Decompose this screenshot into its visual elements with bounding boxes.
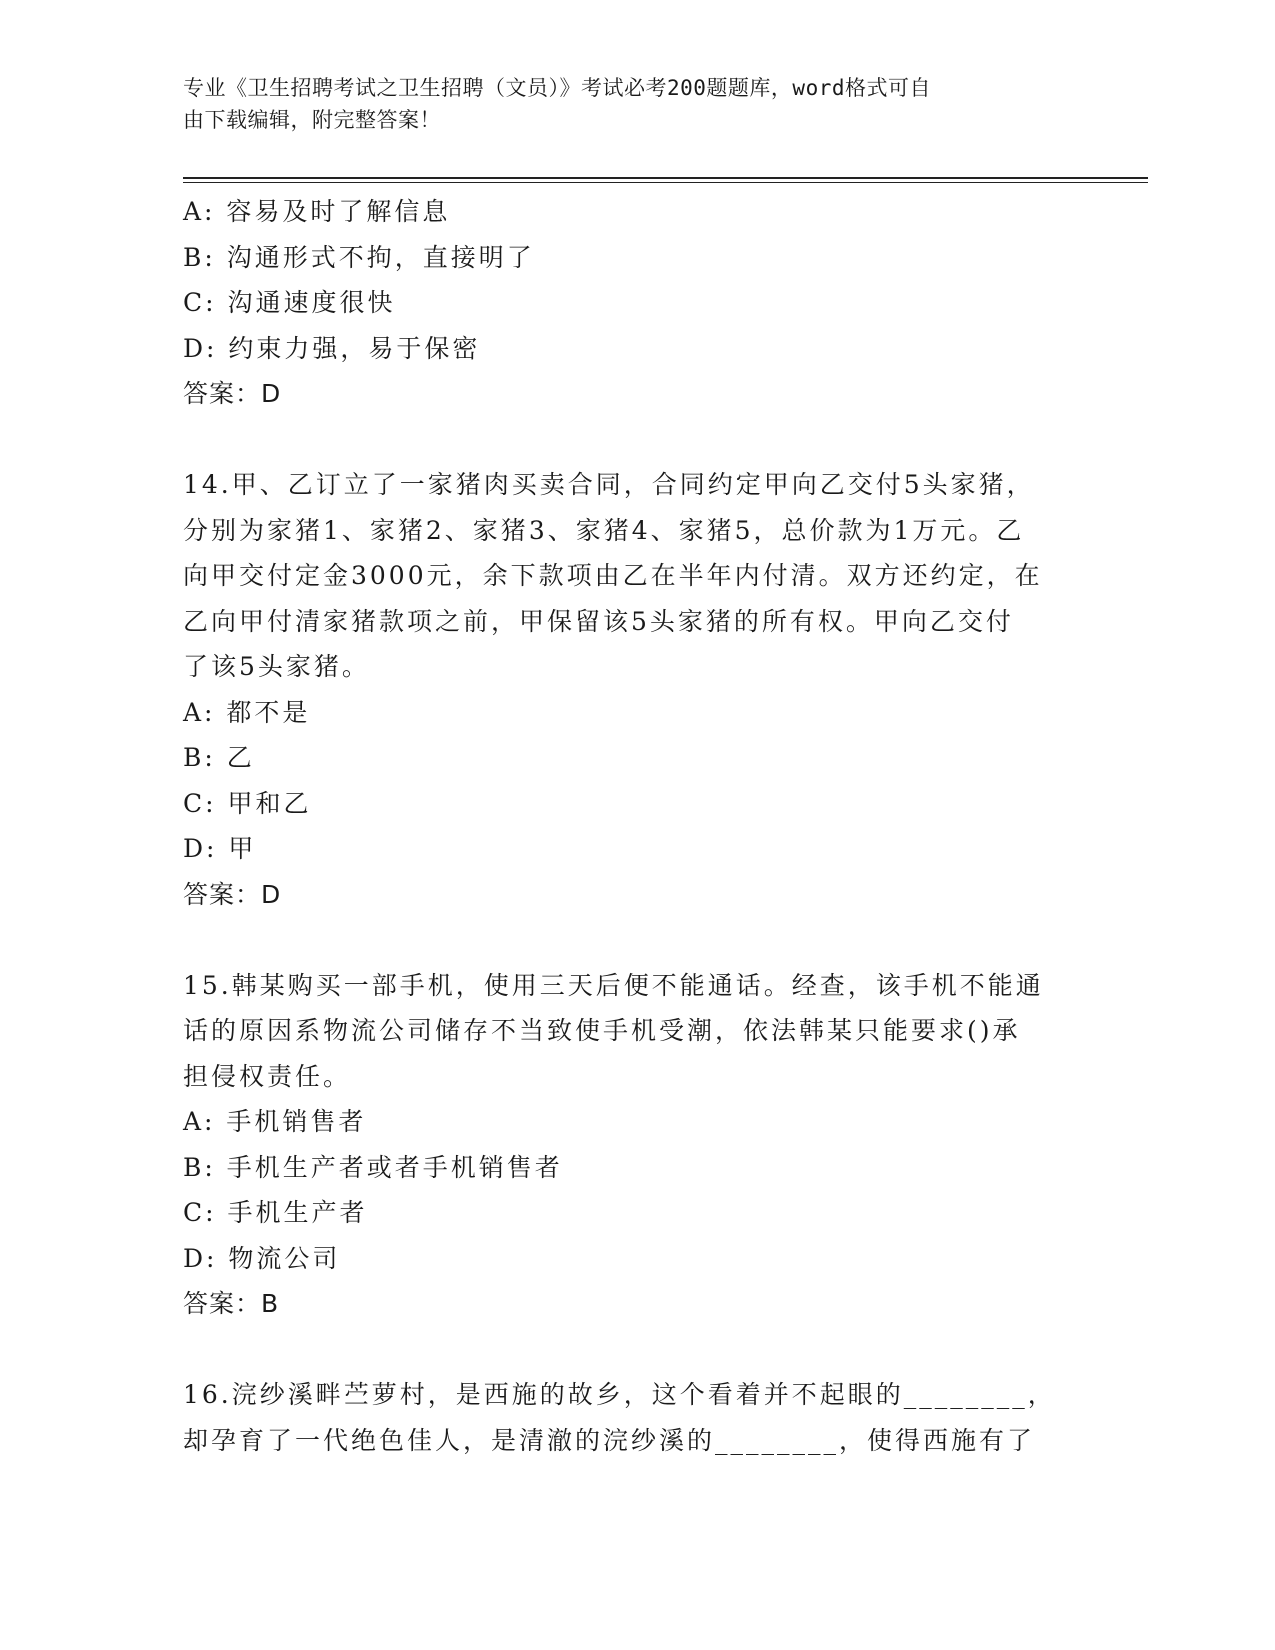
question-stem-line: 担侵权责任。	[183, 1061, 352, 1091]
question-14	[183, 462, 1083, 917]
option-d: D: 物流公司	[183, 1243, 341, 1273]
header-divider-thick	[183, 177, 1148, 179]
option-c: C: 沟通速度很快	[183, 288, 396, 317]
question-stem-line: 分别为家猪1、家猪2、家猪3、家猪4、家猪5，总价款为1万元。乙	[183, 515, 1025, 545]
option-d: D: 甲	[183, 834, 257, 863]
answer-line: 答案：D	[183, 879, 282, 909]
answer-line: 答案：D	[183, 379, 282, 408]
option-c: C: 手机生产者	[183, 1198, 368, 1227]
question-16	[183, 1372, 1083, 1463]
option-a: A: 容易及时了解信息	[183, 197, 451, 226]
option-b: B: 乙	[183, 743, 255, 772]
question-stem-line: 却孕育了一代绝色佳人，是清澈的浣纱溪的________，使得西施有了	[183, 1425, 1036, 1455]
question-stem-line: 话的原因系物流公司储存不当致使手机受潮，依法韩某只能要求()承	[183, 1016, 1021, 1045]
answer-line: 答案：B	[183, 1289, 280, 1318]
spacer	[183, 417, 1083, 463]
spacer	[183, 1327, 1083, 1373]
spacer	[183, 917, 1083, 963]
header-divider-thin	[183, 182, 1148, 183]
question-stem-line: 向甲交付定金3000元，余下款项由乙在半年内付清。双方还约定，在	[183, 561, 1043, 590]
option-b: B: 手机生产者或者手机销售者	[183, 1152, 563, 1182]
document-header	[183, 72, 1063, 136]
question-13	[183, 189, 1083, 417]
option-b: B: 沟通形式不拘，直接明了	[183, 242, 535, 272]
option-a: A: 都不是	[183, 697, 311, 727]
question-stem-line: 乙向甲付清家猪款项之前，甲保留该5头家猪的所有权。甲向乙交付	[183, 606, 1014, 636]
option-c: C: 甲和乙	[183, 788, 312, 818]
header-line-2: 由下载编辑，附完整答案！	[183, 108, 441, 132]
question-stem-line: 15.韩某购买一部手机，使用三天后便不能通话。经查，该手机不能通	[183, 970, 1044, 1000]
question-stem-line: 16.浣纱溪畔苎萝村，是西施的故乡，这个看着并不起眼的________，	[183, 1380, 1056, 1409]
header-line-1: 专业《卫生招聘考试之卫生招聘（文员）》考试必考200题题库，word格式可自	[183, 76, 931, 100]
question-stem-line: 14.甲、乙订立了一家猪肉买卖合同，合同约定甲向乙交付5头家猪，	[183, 470, 1035, 499]
question-content	[183, 189, 1083, 1463]
option-a: A: 手机销售者	[183, 1107, 367, 1136]
option-d: D: 约束力强，易于保密	[183, 333, 481, 363]
question-15	[183, 963, 1083, 1327]
question-stem-line: 了该5头家猪。	[183, 652, 370, 681]
